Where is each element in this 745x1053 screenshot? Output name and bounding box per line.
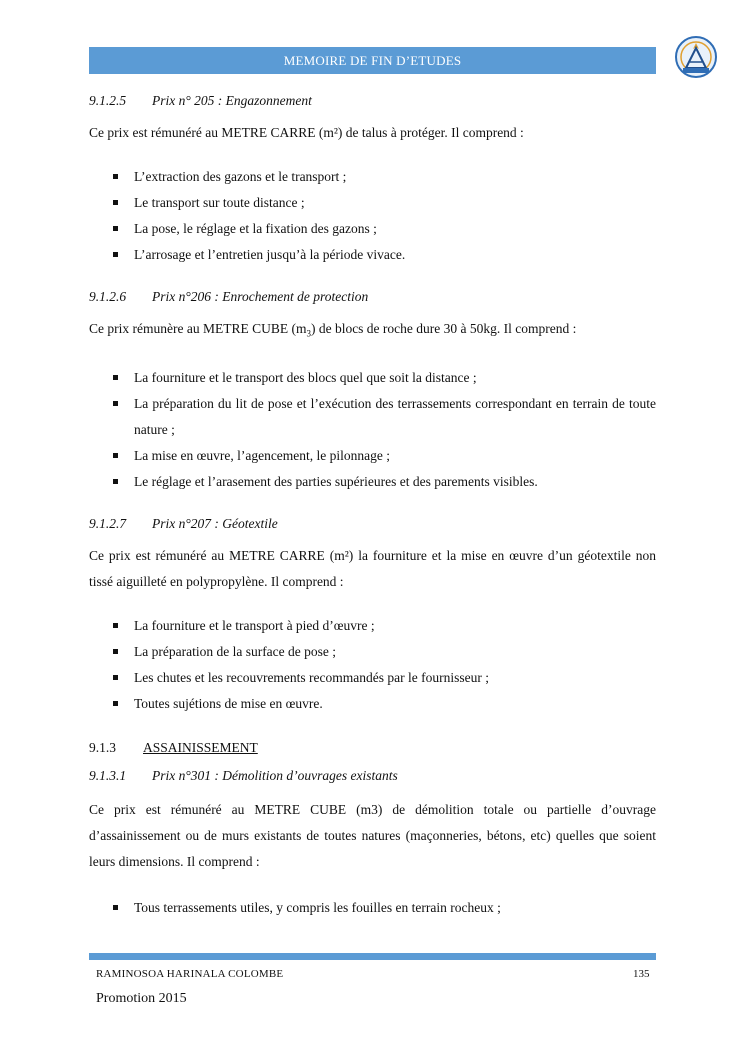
section-title: ASSAINISSEMENT [143,739,258,755]
list-item: L’arrosage et l’entretien jusqu’à la période vivace. [89,242,656,268]
list-item: La préparation du lit de pose et l’exécution des terrassements correspondant en terrain de toute nature ; [89,391,656,443]
paragraph [89,316,656,347]
section-number: 9.1.2.5 [89,93,127,108]
section-heading-207 [89,509,656,539]
list-item: L’extraction des gazons et le transport ; [89,164,656,190]
list-item: La mise en œuvre, l’agencement, le pilonnage ; [89,443,656,469]
document-body [89,86,656,921]
paragraph: Ce prix est rémunéré au METRE CUBE (m3) de démolition totale ou partielle d’ouvrage d’assainissement ou de murs existants de toutes natures (maçonneries, bétons, etc) quelles que soient leurs dimensions. Il comprend : [89,801,656,869]
list-item: Toutes sujétions de mise en œuvre. [89,691,656,717]
list-item: La fourniture et le transport à pied d’œuvre ; [89,613,656,639]
section-title: Prix n°301 : Démolition d’ouvrages existants [152,767,398,783]
footer-divider [89,953,656,960]
subscript: 3 [306,328,311,339]
section-heading-assainissement [89,735,656,761]
list-item: Le transport sur toute distance ; [89,190,656,216]
footer-author: RAMINOSOA HARINALA COLOMBE [96,968,284,980]
page-number: 135 [633,968,650,980]
list-item: La pose, le réglage et la fixation des gazons ; [89,216,656,242]
paragraph-text: Ce prix rémunère au METRE CUBE (m [89,321,307,336]
section-number: 9.1.3.1 [89,767,127,783]
paragraph: Ce prix est rémunéré au METRE CARRE (m²) de talus à protéger. Il comprend : [89,125,524,140]
footer-promotion: Promotion 2015 [96,991,187,1006]
section-heading-206 [89,282,656,312]
list-item: La préparation de la surface de pose ; [89,639,656,665]
institution-seal-icon [672,34,720,80]
section-title: Prix n° 205 : Engazonnement [152,93,312,108]
section-number: 9.1.2.7 [89,515,127,531]
bullet-list [89,895,656,921]
paragraph-text: ) de blocs de roche dure 30 à 50kg. Il comprend : [310,321,577,336]
section-number: 9.1.3 [89,739,116,755]
section-heading-205 [89,86,656,116]
bullet-list [89,365,656,495]
list-item: Tous terrassements utiles, y compris les fouilles en terrain rocheux ; [89,895,656,921]
section-title: Prix n°207 : Géotextile [152,515,278,531]
bullet-list [89,164,656,268]
list-item: Les chutes et les recouvrements recommandés par le fournisseur ; [89,665,656,691]
section-heading-301 [89,761,656,791]
list-item: Le réglage et l’arasement des parties supérieures et des parements visibles. [89,469,656,495]
list-item: La fourniture et le transport des blocs quel que soit la distance ; [89,365,656,391]
paragraph: Ce prix est rémunéré au METRE CARRE (m²) la fourniture et la mise en œuvre d’un géotextile non tissé aiguilleté en polypropylène. Il comprend : [89,547,656,589]
bullet-list [89,613,656,717]
header-banner: MEMOIRE DE FIN D’ETUDES [89,47,656,74]
section-number: 9.1.2.6 [89,289,127,304]
section-title: Prix n°206 : Enrochement de protection [152,289,369,304]
